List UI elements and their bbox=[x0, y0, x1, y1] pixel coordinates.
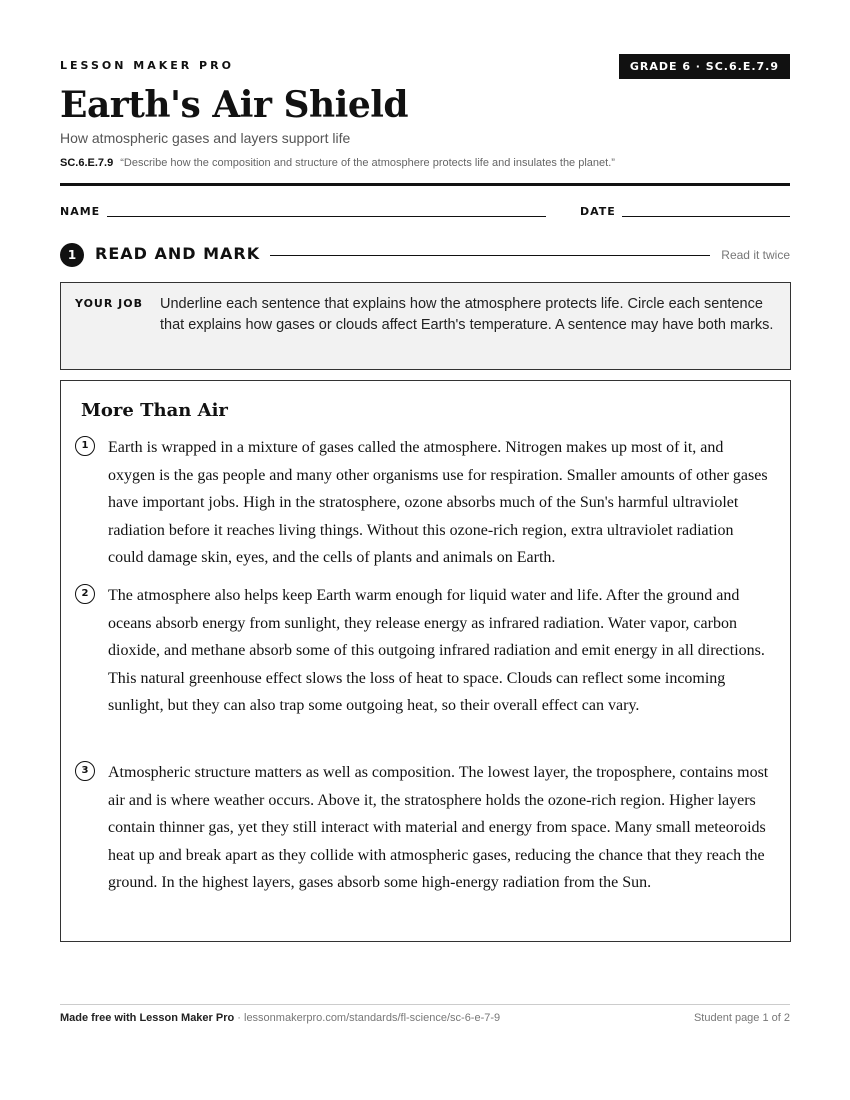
job-text: Underline each sentence that explains how the atmosphere protects life. Circle each sentence that explains how gases or clouds affect Earth's temperature. A sentence may have both marks. bbox=[160, 296, 774, 333]
header-divider bbox=[60, 183, 790, 186]
date-field[interactable] bbox=[622, 216, 790, 217]
job-label: YOUR JOB bbox=[75, 297, 143, 310]
standard-line bbox=[60, 157, 615, 169]
footer-url[interactable]: · lessonmakerpro.com/standards/fl-science/sc-6-e-7-9 bbox=[237, 1012, 501, 1024]
job-box bbox=[60, 282, 791, 370]
page-subtitle: How atmospheric gases and layers support life bbox=[60, 130, 351, 146]
grade-badge: GRADE 6 · SC.6.E.7.9 bbox=[619, 54, 790, 79]
section-number: 1 bbox=[60, 243, 84, 267]
footer-page: Student page 1 of 2 bbox=[693, 1012, 790, 1024]
footer-made: Made free with Lesson Maker Pro bbox=[60, 1012, 235, 1024]
section-note: Read it twice bbox=[721, 248, 790, 262]
paragraph: Earth is wrapped in a mixture of gases called the atmosphere. Nitrogen makes up most of it, and oxygen is the gas people and many other organisms use for respiration. Smaller amounts of other gases have important jobs. High in the stratosphere, ozone absorbs much of the Sun's harmful ultraviolet radiation before it reaches living things. Without this ozone-rich region, extra ultraviolet radiation could damage skin, eyes, and the cells of plants and animals on Earth. bbox=[108, 439, 768, 566]
reading-title: More Than Air bbox=[81, 400, 228, 421]
date-label: DATE bbox=[580, 205, 616, 218]
brand-name: LESSON MAKER PRO bbox=[60, 59, 234, 72]
name-label: NAME bbox=[60, 205, 101, 218]
standard-text: “Describe how the composition and structure of the atmosphere protects life and insulates the planet.” bbox=[120, 157, 615, 169]
paragraph-number: 2 bbox=[75, 584, 95, 604]
section-divider bbox=[270, 255, 710, 256]
section-title: READ AND MARK bbox=[95, 244, 261, 263]
paragraph-number: 3 bbox=[75, 761, 95, 781]
paragraph: Atmospheric structure matters as well as composition. The lowest layer, the troposphere, contains most air and is where weather occurs. Above it, the stratosphere holds the ozone-rich region. Higher layers contain thinner gas, yet they still interact with material and energy from space. Many small meteoroids heat up and break apart as they collide with atmospheric gases, reducing the chance that they reach the ground. In the highest layers, gases absorb some high-energy radiation from the Sun. bbox=[108, 764, 769, 891]
paragraph-number: 1 bbox=[75, 436, 95, 456]
page-title: Earth's Air Shield bbox=[60, 84, 409, 126]
paragraph: The atmosphere also helps keep Earth warm enough for liquid water and life. After the ground and oceans absorb energy from sunlight, they release energy as infrared radiation. Water vapor, carbon dioxide, and methane absorb some of this outgoing infrared radiation and emit energy in all directions. This natural greenhouse effect slows the loss of heat to space. Clouds can reflect some incoming sunlight, but they can also trap some outgoing heat, so their overall effect can vary. bbox=[108, 587, 765, 714]
footer-divider bbox=[60, 1004, 790, 1005]
standard-code: SC.6.E.7.9 bbox=[60, 157, 114, 169]
reading-box bbox=[60, 380, 791, 942]
name-field[interactable] bbox=[107, 216, 546, 217]
footer-credit bbox=[60, 1012, 500, 1024]
